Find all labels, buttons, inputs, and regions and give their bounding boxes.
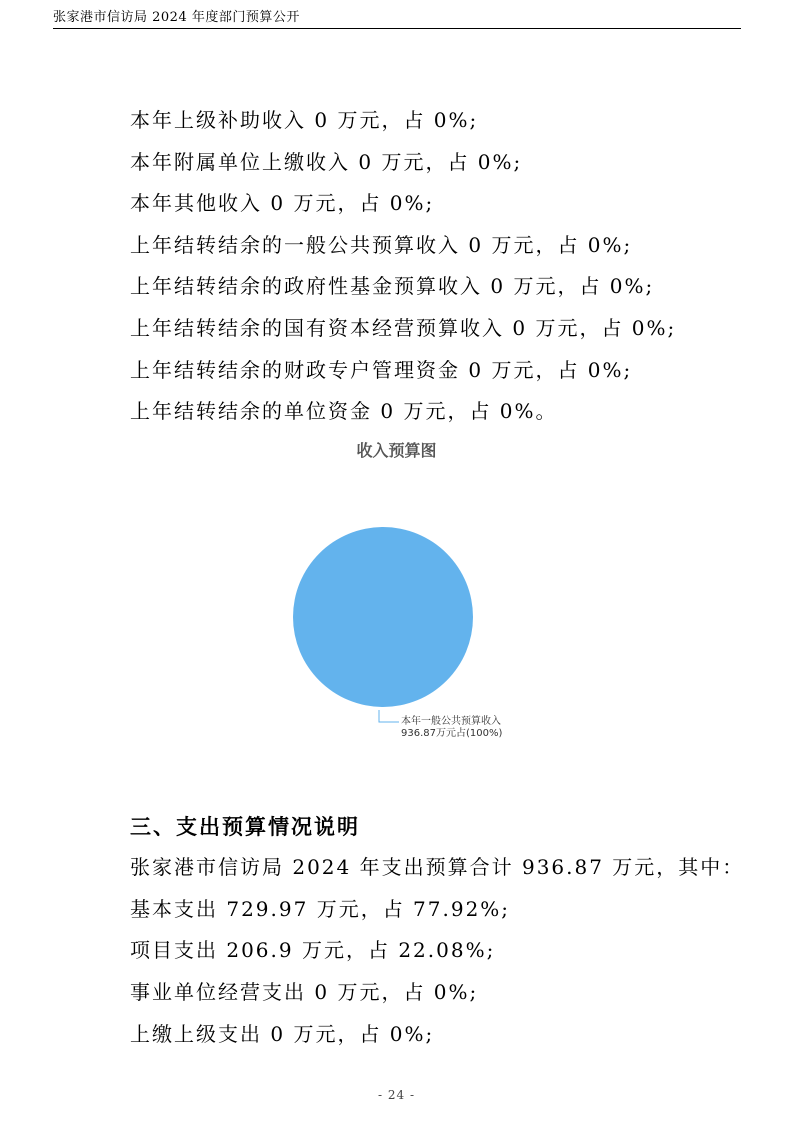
header-title: 张家港市信访局 2024 年度部门预算公开 (53, 10, 300, 25)
slice-leader-line (379, 710, 399, 722)
pie-slice (293, 527, 473, 707)
page-header (53, 8, 741, 29)
expense-line: 项目支出 206.9 万元，占 22.08%; (130, 938, 496, 962)
slice-label: 本年一般公共预算收入 (401, 716, 501, 727)
income-line: 本年上级补助收入 0 万元，占 0%; (130, 108, 479, 132)
income-line: 上年结转结余的一般公共预算收入 0 万元，占 0%; (130, 233, 633, 257)
income-line: 上年结转结余的单位资金 0 万元，占 0%。 (130, 399, 558, 423)
income-pie-chart (270, 510, 530, 740)
income-line: 上年结转结余的国有资本经营预算收入 0 万元，占 0%; (130, 316, 677, 340)
chart-title: 收入预算图 (356, 441, 437, 460)
expense-line: 基本支出 729.97 万元，占 77.92%; (130, 897, 511, 921)
income-line: 本年附属单位上缴收入 0 万元，占 0%; (130, 150, 523, 174)
page-number: - 24 - (377, 1088, 415, 1102)
slice-value-label: 936.87万元占(100%) (401, 728, 503, 739)
income-line: 上年结转结余的政府性基金预算收入 0 万元，占 0%; (130, 274, 655, 298)
expense-line: 事业单位经营支出 0 万元，占 0%; (130, 980, 479, 1004)
expense-line: 张家港市信访局 2024 年支出预算合计 936.87 万元，其中： (130, 855, 745, 879)
section-heading: 三、支出预算情况说明 (130, 815, 360, 839)
expense-line: 上缴上级支出 0 万元，占 0%; (130, 1022, 435, 1046)
income-line: 上年结转结余的财政专户管理资金 0 万元，占 0%; (130, 358, 633, 382)
income-line: 本年其他收入 0 万元，占 0%; (130, 191, 435, 215)
